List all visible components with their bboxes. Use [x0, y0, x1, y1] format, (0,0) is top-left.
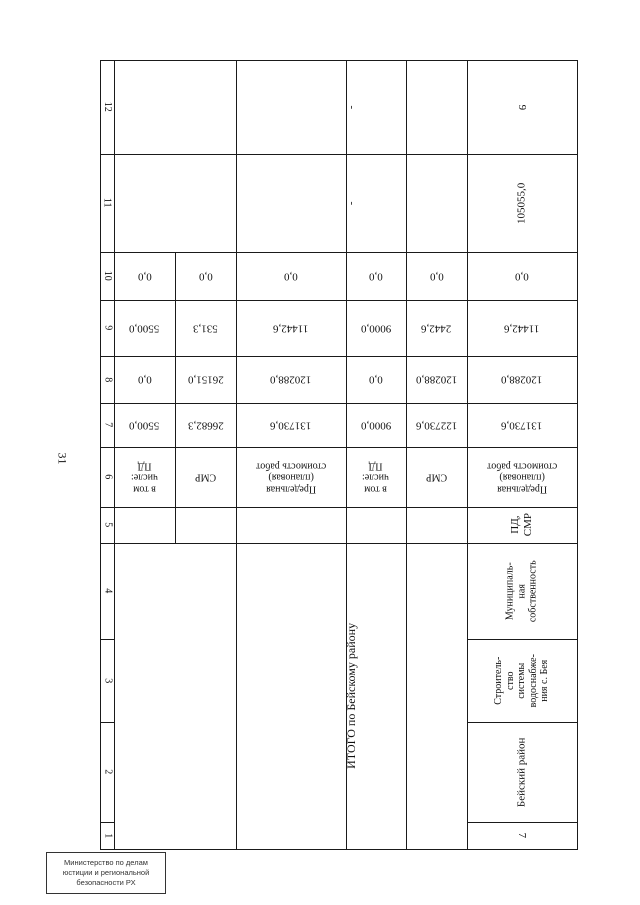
itogo-label: ИТОГО по Бейскому району — [343, 623, 358, 769]
row7-col4: Муниципаль- ная собственность — [504, 560, 539, 622]
itogo-col11: - — [345, 201, 358, 205]
col-header-5: 5 — [101, 522, 113, 528]
itogo-total-col8: 120288,0 — [270, 373, 312, 386]
row7-col12: 9 — [516, 104, 529, 110]
col-header-10: 10 — [101, 271, 113, 281]
col-header-12: 12 — [101, 102, 113, 112]
row-a-pd-col8: 0,0 — [137, 373, 152, 386]
row7-col9: 11442,6 — [504, 322, 540, 335]
itogo-pd-col7: 9000,0 — [360, 419, 392, 432]
col-header-7: 7 — [101, 422, 113, 428]
row-a-smr-col7: 26682,3 — [187, 419, 224, 432]
row7-col5: ПД, СМР — [509, 513, 534, 537]
itogo-col12: - — [345, 105, 358, 109]
itogo-total-col7: 131730,6 — [270, 419, 312, 432]
row7-col2: Бейский район — [515, 737, 528, 807]
row7-col11: 105055,0 — [515, 182, 528, 224]
col-header-2: 2 — [101, 769, 113, 775]
col-header-3: 3 — [101, 678, 113, 683]
row-a-smr-col10: 0,0 — [198, 270, 213, 283]
row-a-pd-col6: в том числе: ПД — [130, 460, 159, 495]
row-a-smr-col8: 26151,0 — [187, 373, 224, 386]
itogo-pd-col10: 0,0 — [369, 270, 383, 283]
col-header-9: 9 — [101, 325, 113, 331]
col-header-4: 4 — [101, 588, 113, 594]
row-a-smr-col9: 531,3 — [193, 322, 218, 335]
itogo-total-col6: Предельная (плановая) стоимость работ — [255, 460, 327, 495]
itogo-pd-col6: в том числе: ПД — [362, 460, 390, 495]
col-header-6: 6 — [101, 474, 113, 480]
col-header-8: 8 — [101, 377, 113, 382]
itogo-total-col10: 0,0 — [284, 270, 298, 283]
itogo-pd-col9: 9000,0 — [360, 322, 392, 335]
row-a-pd-col7: 5500,0 — [129, 419, 160, 432]
row-a-pd-col10: 0,0 — [137, 270, 152, 283]
page-number: 31 — [55, 452, 70, 464]
itogo-smr-col6: СМР — [425, 471, 448, 483]
row-a-smr-col6: СМР — [194, 471, 217, 483]
data-table — [100, 60, 578, 850]
row7-col3: Строитель- ство системы водоснабже- ния с. Бея — [493, 653, 551, 708]
itogo-total-col9: 11442,6 — [273, 322, 309, 335]
row7-col7: 131730,6 — [501, 419, 543, 432]
ministry-stamp: Министерство по делам юстиции и региональной безопасности РХ — [46, 852, 166, 894]
itogo-smr-col8: 120288,0 — [415, 373, 458, 386]
col-header-11: 11 — [101, 198, 113, 208]
row7-col1: 7 — [516, 832, 529, 839]
itogo-smr-col10: 0,0 — [429, 270, 444, 283]
row-a-pd-col9: 5500,0 — [129, 322, 160, 335]
itogo-pd-col8: 0,0 — [369, 373, 383, 386]
itogo-smr-col9: 2442,6 — [421, 322, 452, 335]
row7-col6: Предельная (плановая) стоимость работ — [486, 460, 558, 495]
row7-col8: 120288,0 — [501, 373, 543, 386]
col-header-1: 1 — [101, 833, 113, 838]
itogo-smr-col7: 122730,6 — [415, 419, 458, 432]
row7-col10: 0,0 — [515, 270, 529, 283]
